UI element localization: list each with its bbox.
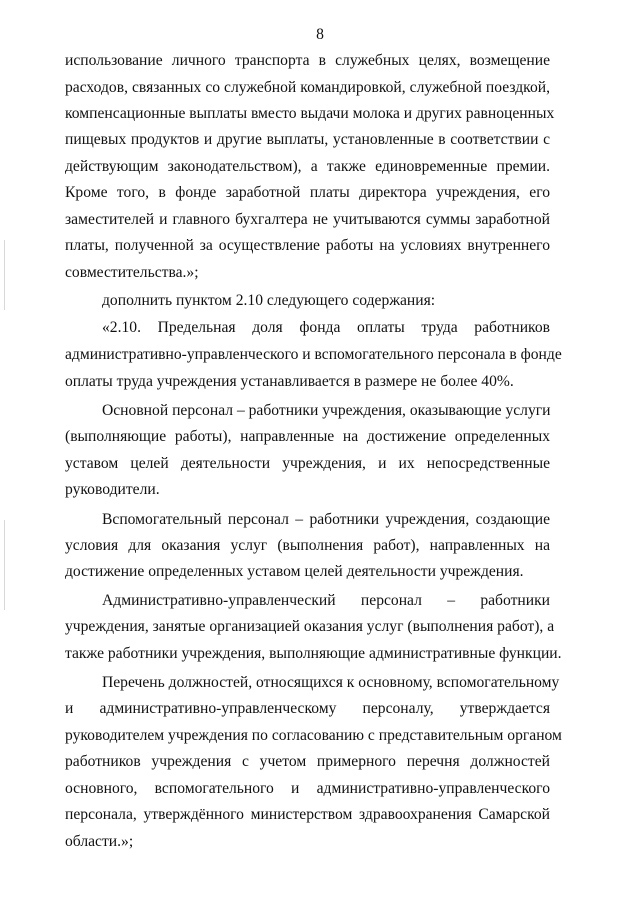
- text-line: руководители.: [65, 481, 160, 498]
- text-line: достижение определенных уставом целей деятельности учреждения.: [65, 563, 524, 580]
- text-line: (выполняющие работы), направленные на достижение определенных: [65, 428, 550, 445]
- text-line: Перечень должностей, относящихся к основному, вспомогательному: [102, 674, 560, 691]
- text-line: дополнить пунктом 2.10 следующего содержания:: [102, 292, 436, 309]
- scan-edge-mark: [4, 240, 5, 310]
- text-line: использование личного транспорта в служебных целях, возмещение: [65, 52, 550, 69]
- text-line: руководителем учреждения по согласованию с представительным органом: [65, 727, 562, 744]
- text-line: учреждения, занятые организацией оказания услуг (выполнения работ), а: [65, 618, 555, 635]
- text-line: заместителей и главного бухгалтера не учитываются суммы заработной: [65, 211, 550, 228]
- text-line: пищевых продуктов и другие выплаты, установленные в соответствии с: [65, 131, 550, 148]
- text-line: и административно-управленческому персоналу, утверждается: [65, 700, 550, 717]
- text-line: расходов, связанных со служебной командировкой, служебной поездкой,: [65, 79, 550, 96]
- text-line: Административно-управленческий персонал – работники: [102, 592, 550, 609]
- text-line: основного, вспомогательного и административно-управленческого: [65, 780, 550, 797]
- text-line: действующим законодательством), а также единовременные премии.: [65, 158, 550, 175]
- text-line: совместительства.»;: [65, 264, 199, 281]
- text-line: условия для оказания услуг (выполнения работ), направленных на: [65, 537, 550, 554]
- text-line: Кроме того, в фонде заработной платы директора учреждения, его: [65, 184, 550, 201]
- text-line: персонала, утверждённого министерством здравоохранения Самарской: [65, 806, 550, 823]
- scan-edge-mark: [4, 520, 5, 610]
- text-line: Вспомогательный персонал – работники учреждения, создающие: [102, 511, 550, 528]
- text-line: компенсационные выплаты вместо выдачи молока и других равноценных: [65, 105, 555, 122]
- text-line: оплаты труда учреждения устанавливается в размере не более 40%.: [65, 373, 514, 390]
- text-line: административно-управленческого и вспомогательного персонала в фонде: [65, 346, 562, 363]
- page-number: 8: [316, 26, 324, 43]
- text-line: также работники учреждения, выполняющие административные функции.: [65, 645, 562, 662]
- text-line: работников учреждения с учетом примерного перечня должностей: [65, 753, 550, 770]
- text-line: Основной персонал – работники учреждения, оказывающие услуги: [102, 402, 551, 419]
- text-line: уставом целей деятельности учреждения, и их непосредственные: [65, 455, 550, 472]
- text-line: платы, полученной за осуществление работы на условиях внутреннего: [65, 237, 550, 254]
- text-line: «2.10. Предельная доля фонда оплаты труда работников: [102, 319, 550, 336]
- text-line: области.»;: [65, 833, 134, 850]
